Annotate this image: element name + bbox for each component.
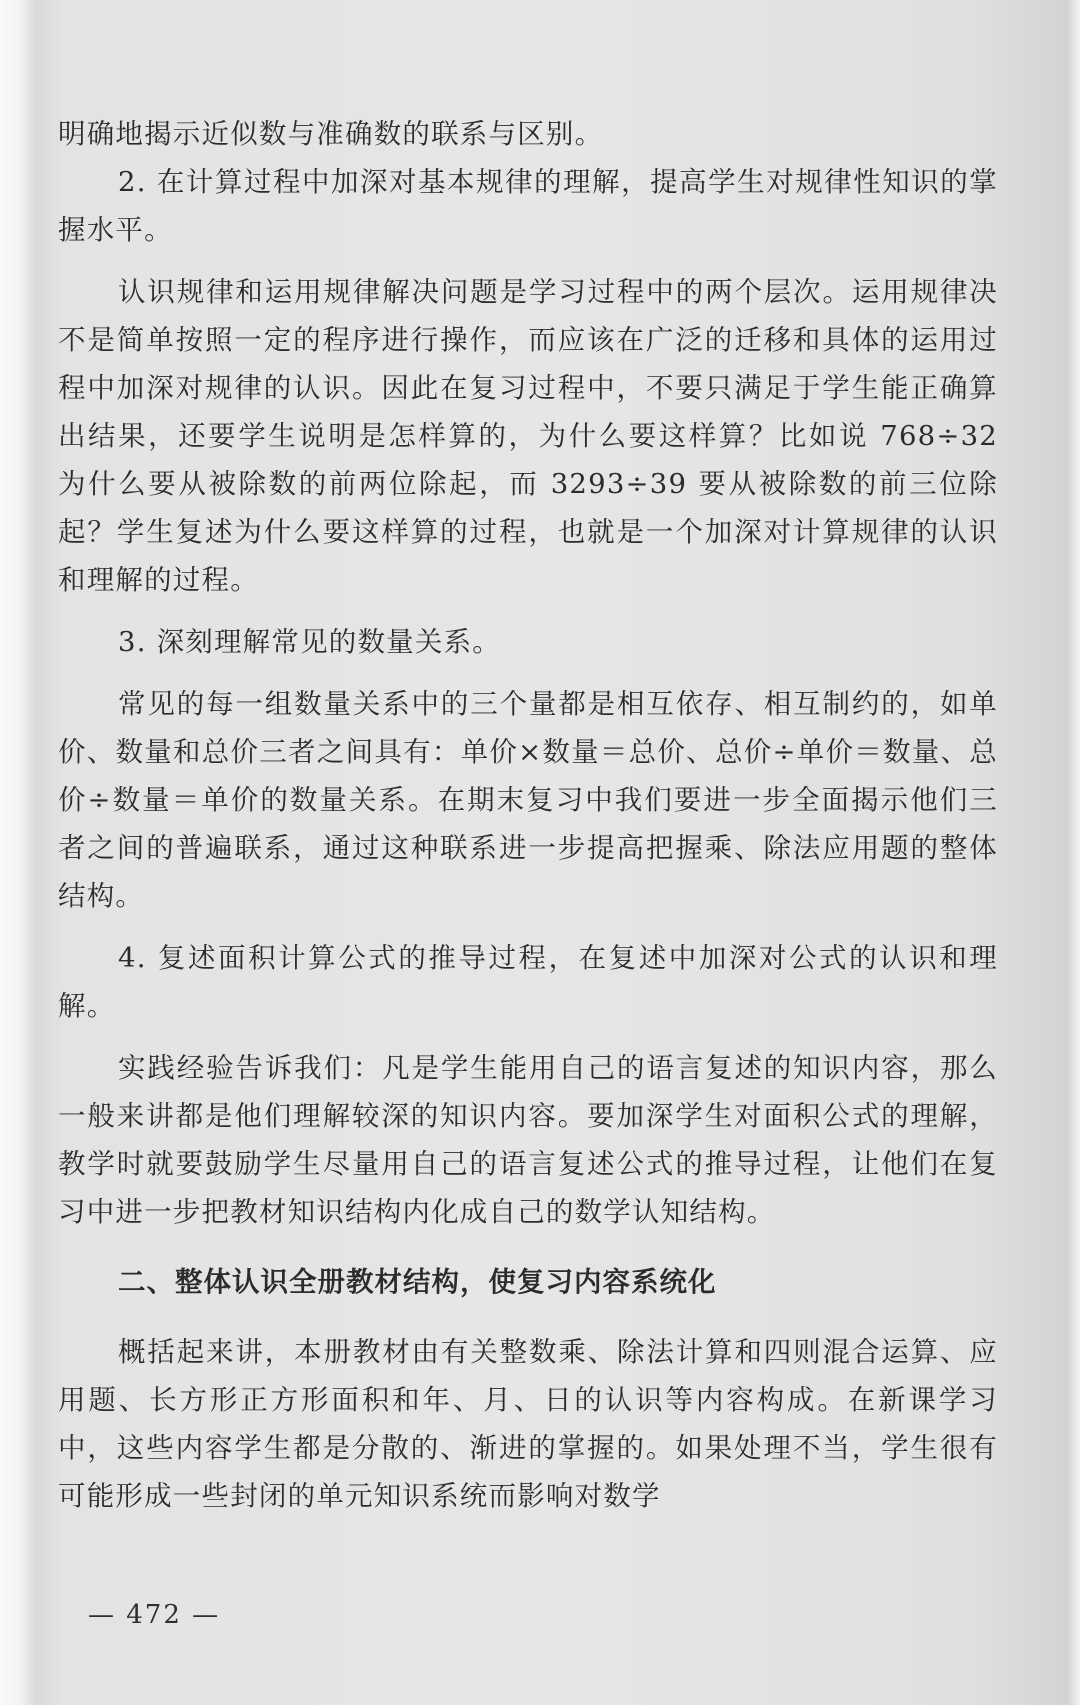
paragraph: 实践经验告诉我们：凡是学生能用自己的语言复述的知识内容，那么一般来讲都是他们理解较深的知识内容。要加深学生对面积公式的理解，教学时就要鼓励学生尽量用自己的语言复述公式的推导过程，让他们在复习中进一步把教材知识结构内化成自己的数学认知结构。 [58,1052,998,1228]
page-number: — 472 — [88,1600,221,1630]
page-right-edge [1066,0,1080,1705]
book-spine-edge [0,0,34,1705]
numbered-point-4: 4. 复述面积计算公式的推导过程，在复述中加深对公式的认识和理解。 [58,942,998,1022]
numbered-point-3: 3. 深刻理解常见的数量关系。 [118,626,501,658]
paragraph: 概括起来讲，本册教材由有关整数乘、除法计算和四则混合运算、应用题、长方形正方形面积和年、月、日的认识等内容构成。在新课学习中，这些内容学生都是分散的、渐进的掌握的。如果处理不当，学生很有可能形成一些封闭的单元知识系统而影响对数学 [58,1336,998,1512]
paragraph: 认识规律和运用规律解决问题是学习过程中的两个层次。运用规律决不是简单按照一定的程序进行操作，而应该在广泛的迁移和具体的运用过程中加深对规律的认识。因此在复习过程中，不要只满足于学生能正确算出结果，还要学生说明是怎样算的，为什么要这样算？比如说 768÷32 为什么要从被除数的前两位除起，而 3293÷39 要从被除数的前三位除起？学生复述为什么要这样算的过程，也就是一个加深对计算规律的认识和理解的过程。 [58,276,998,596]
paragraph: 明确地揭示近似数与准确数的联系与区别。 [58,118,604,150]
paragraph: 常见的每一组数量关系中的三个量都是相互依存、相互制约的，如单价、数量和总价三者之间具有：单价×数量＝总价、总价÷单价＝数量、总价÷数量＝单价的数量关系。在期末复习中我们要进一步全面揭示他们三者之间的普遍联系，通过这种联系进一步提高把握乘、除法应用题的整体结构。 [58,688,998,912]
section-heading: 二、整体认识全册教材结构，使复习内容系统化 [118,1266,717,1298]
page-body [58,110,998,1520]
numbered-point-2: 2. 在计算过程中加深对基本规律的理解，提高学生对规律性知识的掌握水平。 [58,166,998,246]
